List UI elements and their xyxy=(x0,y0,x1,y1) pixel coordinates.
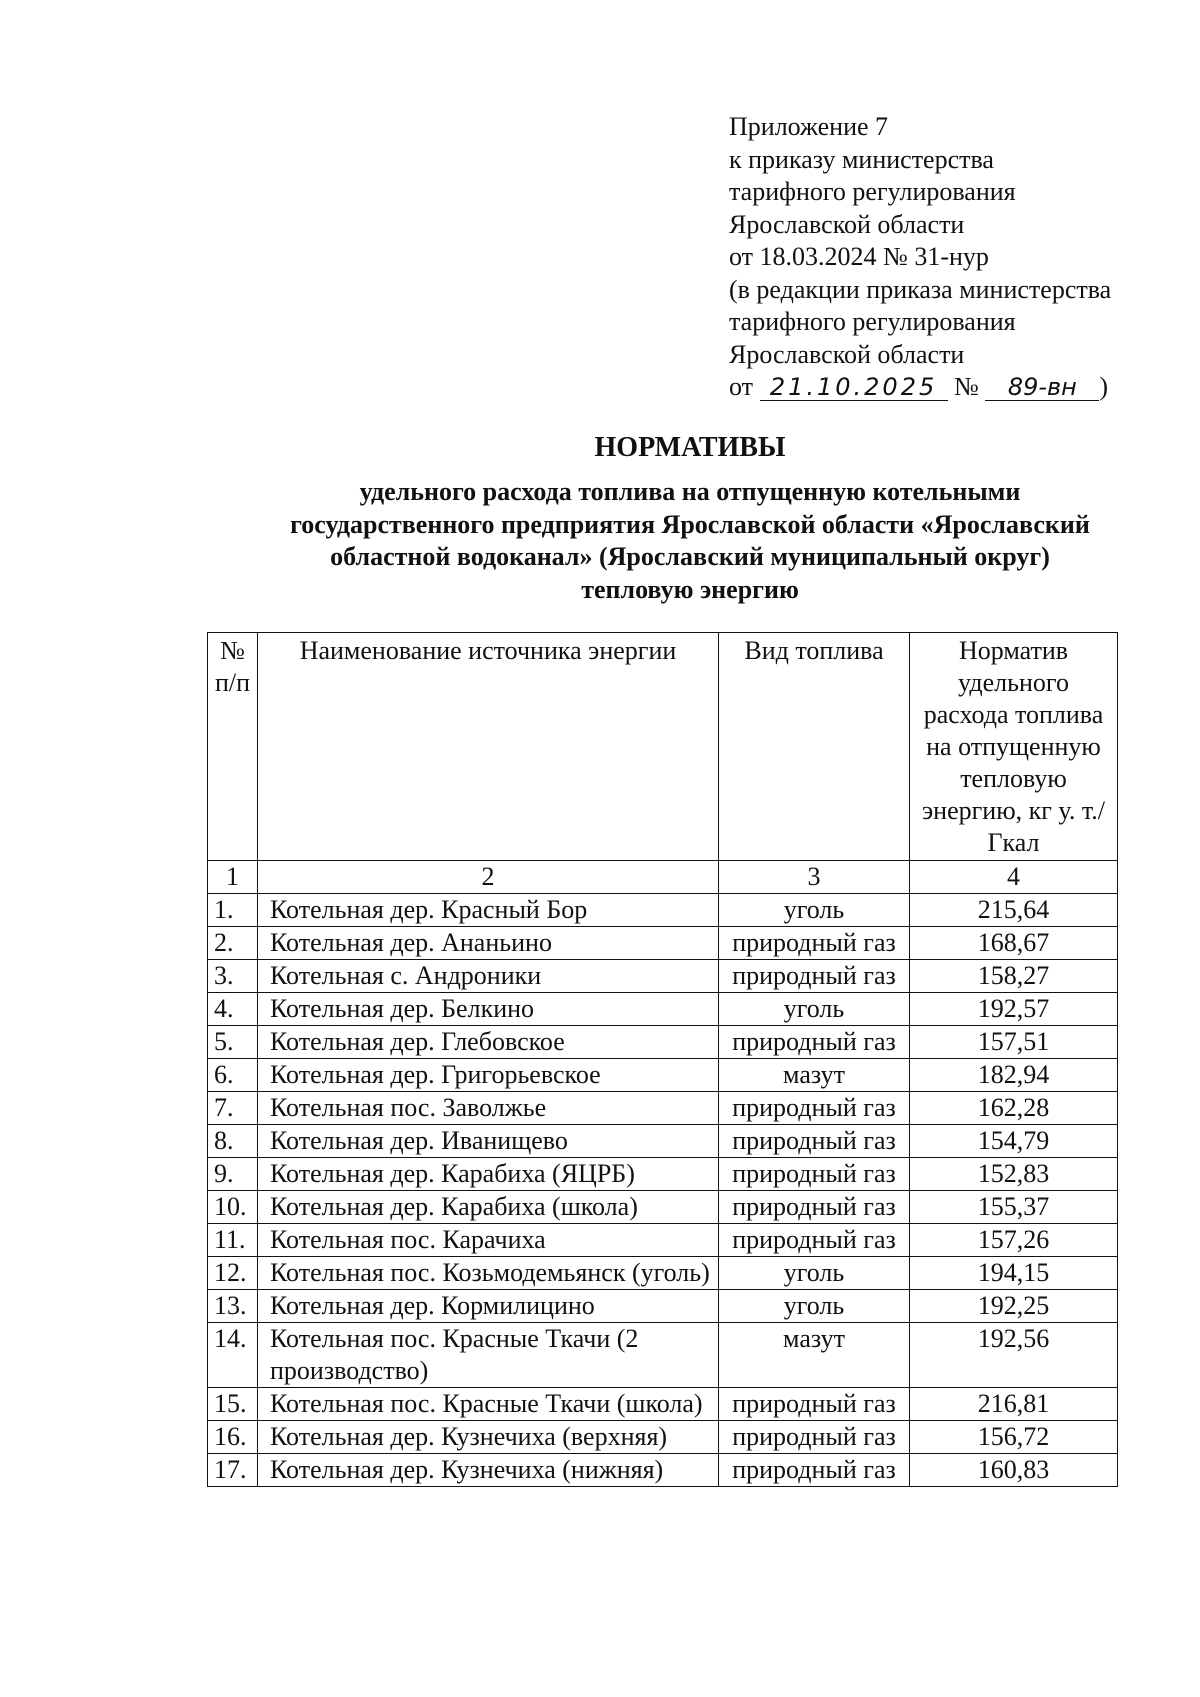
row-number: 14. xyxy=(208,1323,258,1388)
appendix-line: Ярославской области xyxy=(729,339,965,369)
row-number: 5. xyxy=(208,1026,258,1059)
header-number: № п/п xyxy=(208,633,258,861)
row-norm-value: 168,67 xyxy=(910,927,1118,960)
table-row xyxy=(208,1026,1118,1059)
row-source-name: Котельная дер. Красный Бор xyxy=(258,894,719,927)
table-row xyxy=(208,1257,1118,1290)
appendix-line: тарифного регулирования xyxy=(729,177,1016,206)
document-subtitle xyxy=(150,476,1200,606)
row-fuel-type: уголь xyxy=(719,1290,910,1323)
row-number: 6. xyxy=(208,1059,258,1092)
row-fuel-type: мазут xyxy=(719,1059,910,1092)
row-norm-value: 157,51 xyxy=(910,1026,1118,1059)
row-fuel-type: природный газ xyxy=(719,1191,910,1224)
row-number: 12. xyxy=(208,1257,258,1290)
row-number: 7. xyxy=(208,1092,258,1125)
row-norm-value: 215,64 xyxy=(910,894,1118,927)
appendix-line: Приложение 7 xyxy=(729,112,889,141)
row-source-name: Котельная пос. Козьмодемьянск (уголь) xyxy=(258,1257,719,1290)
index-cell: 3 xyxy=(719,861,910,894)
appendix-edition-line xyxy=(729,371,1111,404)
table-row xyxy=(208,993,1118,1026)
row-norm-value: 154,79 xyxy=(910,1125,1118,1158)
table-header-row xyxy=(208,633,1118,861)
handwritten-date: 21.10.2025 xyxy=(760,374,948,401)
row-number: 8. xyxy=(208,1125,258,1158)
row-norm-value: 194,15 xyxy=(910,1257,1118,1290)
table-row xyxy=(208,1224,1118,1257)
index-cell: 1 xyxy=(208,861,258,894)
row-number: 16. xyxy=(208,1421,258,1454)
header-norm: Норматив удельного расхода топлива на отпущенную тепловую энергию, кг у. т./Гкал xyxy=(910,633,1118,861)
row-norm-value: 156,72 xyxy=(910,1421,1118,1454)
row-fuel-type: природный газ xyxy=(719,1125,910,1158)
index-cell: 4 xyxy=(910,861,1118,894)
table-row xyxy=(208,1421,1118,1454)
row-norm-value: 192,25 xyxy=(910,1290,1118,1323)
table-row xyxy=(208,894,1118,927)
table-index-row xyxy=(208,861,1118,894)
row-fuel-type: уголь xyxy=(719,894,910,927)
row-norm-value: 192,56 xyxy=(910,1323,1118,1388)
row-number: 10. xyxy=(208,1191,258,1224)
appendix-line: (в редакции приказа министерства xyxy=(729,274,1112,304)
row-source-name: Котельная пос. Красные Ткачи (2 производство) xyxy=(258,1323,719,1388)
table-row xyxy=(208,1454,1118,1487)
row-norm-value: 162,28 xyxy=(910,1092,1118,1125)
row-fuel-type: природный газ xyxy=(719,1454,910,1487)
table-row xyxy=(208,927,1118,960)
row-norm-value: 182,94 xyxy=(910,1059,1118,1092)
row-number: 11. xyxy=(208,1224,258,1257)
row-source-name: Котельная дер. Глебовское xyxy=(258,1026,719,1059)
index-cell: 2 xyxy=(258,861,719,894)
row-number: 13. xyxy=(208,1290,258,1323)
table-row xyxy=(208,1059,1118,1092)
row-norm-value: 216,81 xyxy=(910,1388,1118,1421)
header-fuel-type: Вид топлива xyxy=(719,633,910,861)
table-body xyxy=(208,894,1118,1487)
row-norm-value: 160,83 xyxy=(910,1454,1118,1487)
appendix-line: к приказу министерства xyxy=(729,144,994,174)
row-norm-value: 155,37 xyxy=(910,1191,1118,1224)
norms-table xyxy=(207,632,1118,1487)
subtitle-line: тепловую энергию xyxy=(581,574,799,604)
closing-paren: ) xyxy=(1099,372,1109,401)
appendix-block xyxy=(729,111,1111,404)
row-source-name: Котельная дер. Иванищево xyxy=(258,1125,719,1158)
row-fuel-type: природный газ xyxy=(719,1421,910,1454)
row-fuel-type: природный газ xyxy=(719,1388,910,1421)
row-source-name: Котельная дер. Карабиха (школа) xyxy=(258,1191,719,1224)
row-fuel-type: природный газ xyxy=(719,960,910,993)
row-norm-value: 152,83 xyxy=(910,1158,1118,1191)
subtitle-line: областной водоканал» (Ярославский муниципальный округ) xyxy=(330,542,1050,571)
row-source-name: Котельная дер. Кузнечиха (нижняя) xyxy=(258,1454,719,1487)
table-row xyxy=(208,1290,1118,1323)
row-source-name: Котельная дер. Белкино xyxy=(258,993,719,1026)
row-number: 9. xyxy=(208,1158,258,1191)
row-fuel-type: мазут xyxy=(719,1323,910,1388)
row-fuel-type: природный газ xyxy=(719,1224,910,1257)
edition-prefix: от xyxy=(729,372,754,401)
row-source-name: Котельная пос. Красные Ткачи (школа) xyxy=(258,1388,719,1421)
document-title: НОРМАТИВЫ xyxy=(594,432,786,463)
appendix-line: тарифного регулирования xyxy=(729,307,1016,336)
appendix-line: от 18.03.2024 № 31-нур xyxy=(729,242,989,271)
table-row xyxy=(208,1125,1118,1158)
subtitle-line: удельного расхода топлива на отпущенную котельными xyxy=(359,477,1021,506)
table-row xyxy=(208,1158,1118,1191)
row-source-name: Котельная дер. Кузнечиха (верхняя) xyxy=(258,1421,719,1454)
row-number: 1. xyxy=(208,894,258,927)
table-row xyxy=(208,1323,1118,1388)
table-row xyxy=(208,1191,1118,1224)
row-fuel-type: уголь xyxy=(719,993,910,1026)
row-source-name: Котельная дер. Григорьевское xyxy=(258,1059,719,1092)
row-fuel-type: природный газ xyxy=(719,1026,910,1059)
table-row xyxy=(208,960,1118,993)
row-fuel-type: уголь xyxy=(719,1257,910,1290)
row-source-name: Котельная дер. Ананьино xyxy=(258,927,719,960)
appendix-line: Ярославской области xyxy=(729,209,965,239)
number-sign: № xyxy=(954,372,979,401)
handwritten-number: 89-вн xyxy=(985,374,1099,401)
row-source-name: Котельная с. Андроники xyxy=(258,960,719,993)
row-norm-value: 158,27 xyxy=(910,960,1118,993)
row-number: 2. xyxy=(208,927,258,960)
row-norm-value: 192,57 xyxy=(910,993,1118,1026)
row-norm-value: 157,26 xyxy=(910,1224,1118,1257)
row-source-name: Котельная дер. Карабиха (ЯЦРБ) xyxy=(258,1158,719,1191)
row-source-name: Котельная пос. Заволжье xyxy=(258,1092,719,1125)
row-number: 3. xyxy=(208,960,258,993)
row-source-name: Котельная дер. Кормилицино xyxy=(258,1290,719,1323)
table-row xyxy=(208,1388,1118,1421)
row-number: 17. xyxy=(208,1454,258,1487)
row-number: 15. xyxy=(208,1388,258,1421)
table-row xyxy=(208,1092,1118,1125)
row-source-name: Котельная пос. Карачиха xyxy=(258,1224,719,1257)
row-fuel-type: природный газ xyxy=(719,927,910,960)
row-number: 4. xyxy=(208,993,258,1026)
row-fuel-type: природный газ xyxy=(719,1158,910,1191)
row-fuel-type: природный газ xyxy=(719,1092,910,1125)
header-source-name: Наименование источника энергии xyxy=(258,633,719,861)
subtitle-line: государственного предприятия Ярославской области «Ярославский xyxy=(290,509,1090,539)
